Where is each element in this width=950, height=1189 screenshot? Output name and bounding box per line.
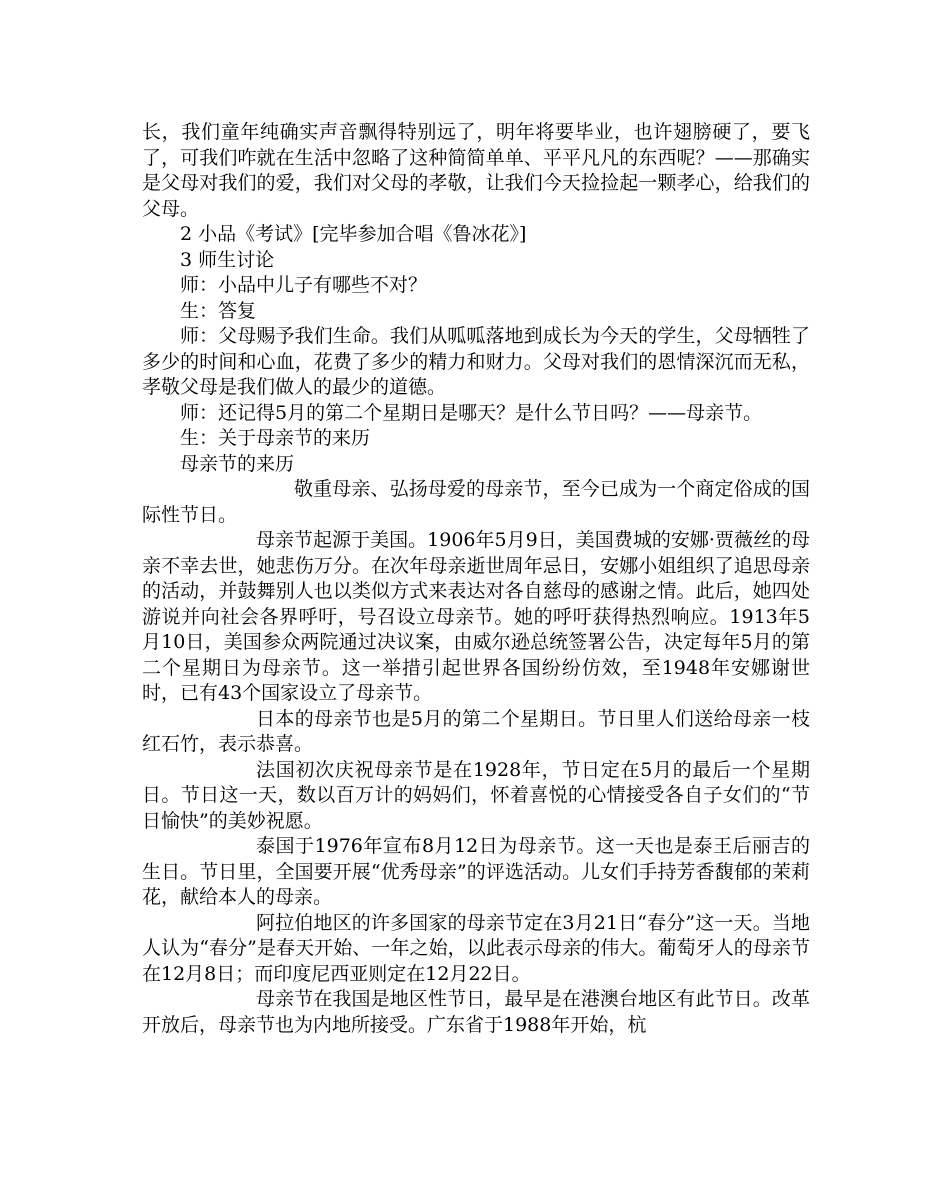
paragraph-origin-intro: 敬重母亲、弘扬母爱的母亲节，至今已成为一个商定俗成的国际性节日。 xyxy=(142,478,810,526)
paragraph-france: 法国初次庆祝母亲节是在1928年，节日定在5月的最后一个星期日。节日这一天，数以百万计的妈妈们，怀着喜悦的心情接受各自子女们的“节日愉快”的美妙祝愿。 xyxy=(142,758,810,832)
paragraph-student-answer: 生：答复 xyxy=(180,299,257,322)
paragraph-skit: 2 小品《考试》[完毕参加合唱《鲁冰花》] xyxy=(180,223,527,245)
document-page xyxy=(142,120,810,1038)
paragraph-china: 母亲节在我国是地区性节日，最早是在港澳台地区有此节日。改革开放后，母亲节也为内地所接受。广东省于1988年开始，杭 xyxy=(142,988,810,1036)
paragraph-teacher-mothers-day: 师：还记得5月的第二个星期日是哪天？是什么节日吗？——母亲节。 xyxy=(180,401,763,424)
paragraph-discussion-heading: 3 师生讨论 xyxy=(180,248,275,271)
paragraph-student-origin: 生：关于母亲节的来历 xyxy=(180,427,371,449)
paragraph-thailand: 泰国于1976年宣布8月12日为母亲节。这一天也是泰王后丽吉的生日。节日里，全国要开展“优秀母亲”的评选活动。儿女们手持芳香馥郁的茉莉花，献给本人的母亲。 xyxy=(142,835,810,908)
paragraph-usa: 母亲节起源于美国。1906年5月9日，美国费城的安娜·贾薇丝的母亲不幸去世，她悲伤万分。在次年母亲逝世周年忌日，安娜小姐组织了追思母亲的活动，并鼓舞别人也以类似方式来表达对各自慈母的感谢之情。此后，她四处游说并向社会各界呼吁，号召设立母亲节。她的呼吁获得热烈响应。1913年5月10日，美国参众两院通过决议案，由威尔逊总统签署公告，决定每年5月的第二个星期日为母亲节。这一举措引起世界各国纷纷仿效，至1948年安娜谢世时，已有43个国家设立了母亲节。 xyxy=(142,529,810,704)
paragraph-teacher-parents: 师：父母赐予我们生命。我们从呱呱落地到成长为今天的学生，父母牺牲了多少的时间和心血，花费了多少的精力和财力。父母对我们的恩情深沉而无私，孝敬父母是我们做人的最少的道德。 xyxy=(142,325,810,398)
paragraph-japan: 日本的母亲节也是5月的第二个星期日。节日里人们送给母亲一枝红石竹，表示恭喜。 xyxy=(142,707,810,755)
paragraph-intro-continuation: 长，我们童年纯确实声音飘得特别远了，明年将要毕业，也许翅膀硬了，要飞了，可我们咋就在生活中忽略了这种简简单单、平平凡凡的东西呢？——那确实是父母对我们的爱，我们对父母的孝敬，让我们今天捡捡起一颗孝心，给我们的父母。 xyxy=(142,121,810,220)
section-heading-origin: 母亲节的来历 xyxy=(180,452,295,475)
paragraph-teacher-question: 师：小品中儿子有哪些不对？ xyxy=(180,274,428,296)
paragraph-arab: 阿拉伯地区的许多国家的母亲节定在3月21日“春分”这一天。当地人认为“春分”是春天开始、一年之始，以此表示母亲的伟大。葡萄牙人的母亲节在12月8日；而印度尼西亚则定在12月22日。 xyxy=(142,911,810,985)
